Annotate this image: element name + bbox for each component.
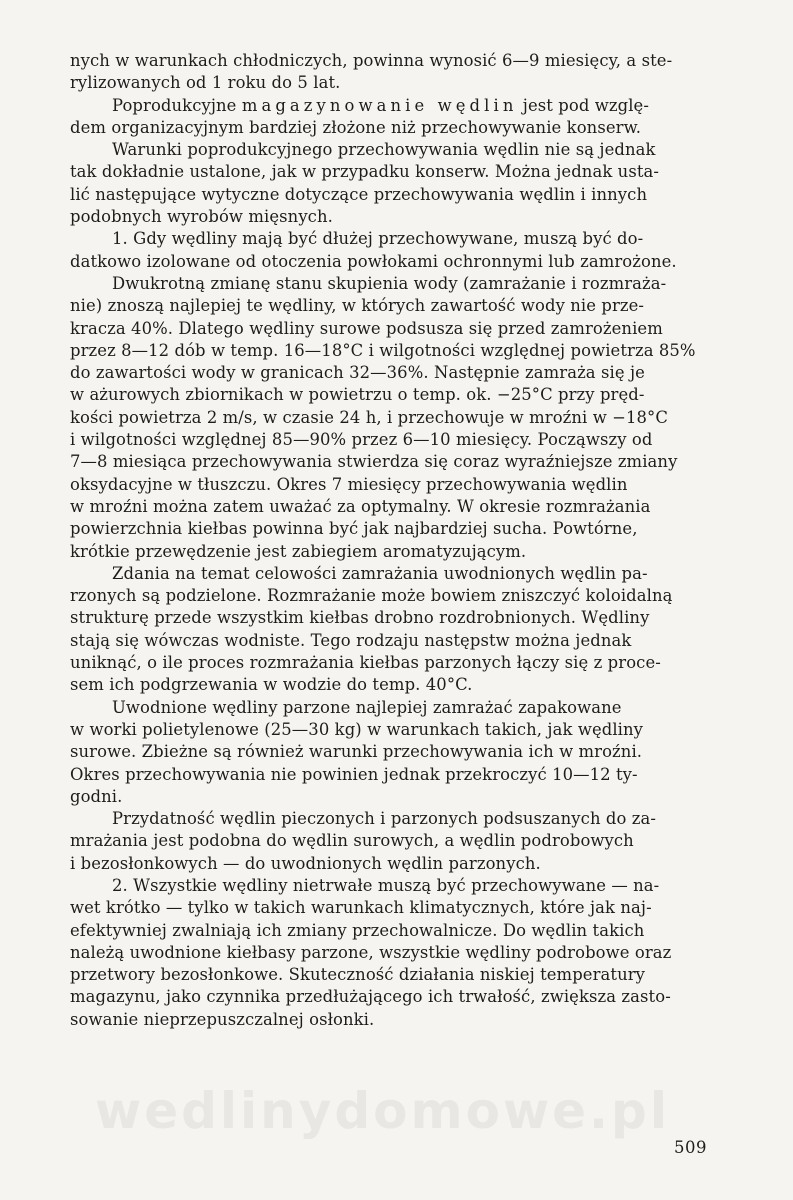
text-line: należą uwodnione kiełbasy parzone, wszystkie wędliny podrobowe oraz bbox=[70, 942, 672, 962]
page-text-block bbox=[70, 50, 724, 1031]
text-line: i bezosłonkowych — do uwodnionych wędlin parzonych. bbox=[70, 853, 541, 873]
text-line: dem organizacyjnym bardziej złożone niż przechowywanie konserw. bbox=[70, 117, 642, 137]
text-line: w ażurowych zbiornikach w powietrzu o temp. ok. −25°C przy pręd- bbox=[70, 385, 645, 405]
text-run: jest pod wzglę- bbox=[522, 95, 649, 115]
watermark: wedlinydomowe.pl bbox=[95, 1082, 670, 1140]
text-line: Dwukrotną zmianę stanu skupienia wody (zamrażanie i rozmraża- bbox=[112, 273, 667, 293]
text-line: do zawartości wody w granicach 32—36%. Następnie zamraża się je bbox=[70, 363, 645, 383]
text-line: mrażania jest podobna do wędlin surowych, a wędlin podrobowych bbox=[70, 831, 634, 851]
text-line bbox=[70, 95, 724, 117]
text-line: w mroźni można zatem uważać za optymalny. W okresie rozmrażania bbox=[70, 496, 651, 516]
text-line: przez 8—12 dób w temp. 16—18°C i wilgotności względnej powietrza 85% bbox=[70, 340, 696, 360]
text-line: krótkie przewędzenie jest zabiegiem aromatyzującym. bbox=[70, 541, 527, 561]
text-line: lić następujące wytyczne dotyczące przechowywania wędlin i innych bbox=[70, 184, 648, 204]
text-line: sem ich podgrzewania w wodzie do temp. 40°C. bbox=[70, 675, 473, 695]
text-line: stają się wówczas wodniste. Tego rodzaju następstw można jednak bbox=[70, 630, 632, 650]
text-line: w worki polietylenowe (25—30 kg) w warunkach takich, jak wędliny bbox=[70, 719, 644, 739]
text-line: Warunki poprodukcyjnego przechowywania wędlin nie są jednak bbox=[112, 140, 656, 160]
page-number: 509 bbox=[674, 1138, 707, 1157]
text-line: datkowo izolowane od otoczenia powłokami ochronnymi lub zamrożone. bbox=[70, 251, 677, 271]
text-line: oksydacyjne w tłuszczu. Okres 7 miesięcy przechowywania wędlin bbox=[70, 474, 628, 494]
text-line: efektywniej zwalniają ich zmiany przechowalnicze. Do wędlin takich bbox=[70, 920, 645, 940]
text-line: i wilgotności względnej 85—90% przez 6—10 miesięcy. Począwszy od bbox=[70, 430, 653, 450]
text-line: kracza 40%. Dlatego wędliny surowe podsusza się przed zamrożeniem bbox=[70, 318, 663, 338]
text-line: Przydatność wędlin pieczonych i parzonych podsuszanych do za- bbox=[112, 809, 657, 829]
text-line: surowe. Zbieżne są również warunki przechowywania ich w mroźni. bbox=[70, 742, 643, 762]
text-line: kości powietrza 2 m/s, w czasie 24 h, i przechowuje w mroźni w −18°C bbox=[70, 407, 668, 427]
text-line: nie) znoszą najlepiej te wędliny, w których zawartość wody nie prze- bbox=[70, 296, 645, 316]
text-line: tak dokładnie ustalone, jak w przypadku konserw. Można jednak usta- bbox=[70, 162, 660, 182]
text-line: rylizowanych od 1 roku do 5 lat. bbox=[70, 73, 341, 93]
text-line: Okres przechowywania nie powinien jednak przekroczyć 10—12 ty- bbox=[70, 764, 638, 784]
text-line: godni. bbox=[70, 786, 123, 806]
text-run: Poprodukcyjne bbox=[112, 95, 237, 115]
text-line: powierzchnia kiełbas powinna być jak najbardziej sucha. Powtórne, bbox=[70, 519, 638, 539]
text-line: rzonych są podzielone. Rozmrażanie może bowiem zniszczyć koloidalną bbox=[70, 586, 673, 606]
text-line: 2. Wszystkie wędliny nietrwałe muszą być przechowywane — na- bbox=[112, 875, 660, 895]
text-line: 7—8 miesiąca przechowywania stwierdza się coraz wyraźniejsze zmiany bbox=[70, 452, 678, 472]
text-line: uniknąć, o ile proces rozmrażania kiełbas parzonych łączy się z proce- bbox=[70, 653, 661, 673]
text-line: wet krótko — tylko w takich warunkach klimatycznych, które jak naj- bbox=[70, 898, 652, 918]
text-line: magazynu, jako czynnika przedłużającego ich trwałość, zwiększa zasto- bbox=[70, 987, 671, 1007]
text-line: 1. Gdy wędliny mają być dłużej przechowywane, muszą być do- bbox=[112, 229, 644, 249]
text-line: nych w warunkach chłodniczych, powinna wynosić 6—9 miesięcy, a ste- bbox=[70, 51, 673, 70]
text-line: sowanie nieprzepuszczalnej osłonki. bbox=[70, 1009, 375, 1029]
text-line: Uwodnione wędliny parzone najlepiej zamrażać zapakowane bbox=[112, 697, 622, 717]
text-line: Zdania na temat celowości zamrażania uwodnionych wędlin pa- bbox=[112, 563, 648, 583]
text-line: strukturę przede wszystkim kiełbas drobno rozdrobnionych. Wędliny bbox=[70, 608, 650, 628]
spaced-emphasis: magazynowanie wędlin bbox=[241, 95, 518, 115]
text-line: przetwory bezosłonkowe. Skuteczność działania niskiej temperatury bbox=[70, 965, 646, 985]
text-line: podobnych wyrobów mięsnych. bbox=[70, 207, 333, 227]
